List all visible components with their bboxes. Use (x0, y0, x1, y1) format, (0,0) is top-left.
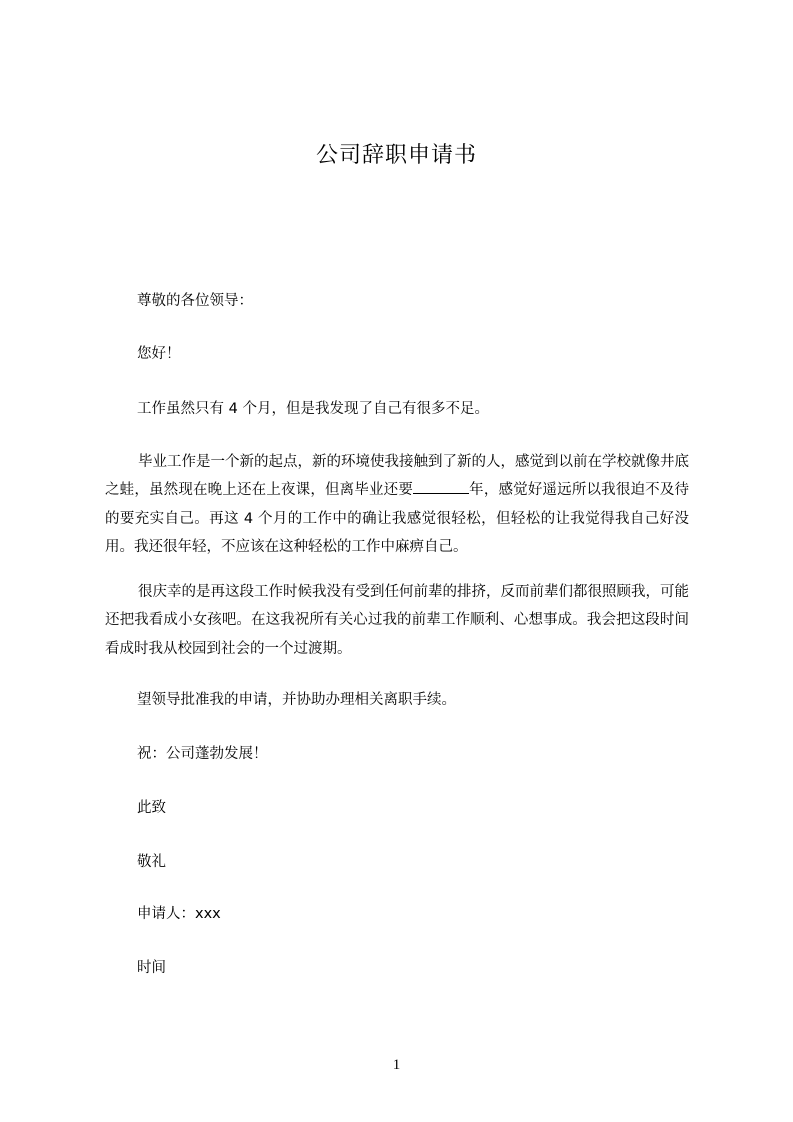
paragraph-new-start-part2: 年，感觉好遥远所以我很迫不及待的要充实自己。再这 4 个月的工作中的确让我感觉很轻松，但轻松的让我觉得我自己好没用。我还很年轻，不应该在这种轻松的工作中麻痹自己。 (105, 482, 689, 555)
wish-line: 祝：公司蓬勃发展！ (137, 746, 268, 762)
date-line: 时间 (137, 960, 166, 976)
paragraph-new-start (105, 448, 689, 561)
salutation: 尊敬的各位领导： (137, 293, 253, 309)
page-number: 1 (392, 1057, 401, 1073)
greeting: 您好！ (137, 346, 181, 362)
paragraph-gratitude: 很庆幸的是再这段工作时候我没有受到任何前辈的排挤，反而前辈们都很照顾我，可能还把我看成小女孩吧。在这我祝所有关心过我的前辈工作顺利、心想事成。我会把这段时间看成时我从校园到社会的一个过渡期。 (105, 584, 689, 657)
document-title: 公司辞职申请书 (315, 143, 477, 168)
blank-fill-line (413, 479, 469, 494)
applicant-line: 申请人：xxx (137, 906, 221, 922)
request-paragraph: 望领导批准我的申请，并协助办理相关离职手续。 (137, 692, 456, 708)
closing-line-2: 敬礼 (137, 854, 166, 870)
paragraph-new-start-part1: 毕业工作是一个新的起点，新的环境使我接触到了新的人，感觉到以前在学校就像井底之蛙，虽然现在晚上还在上夜课，但离毕业还要 (105, 454, 689, 499)
closing-line-1: 此致 (137, 800, 166, 816)
intro-paragraph: 工作虽然只有 4 个月，但是我发现了自己有很多不足。 (137, 401, 489, 417)
